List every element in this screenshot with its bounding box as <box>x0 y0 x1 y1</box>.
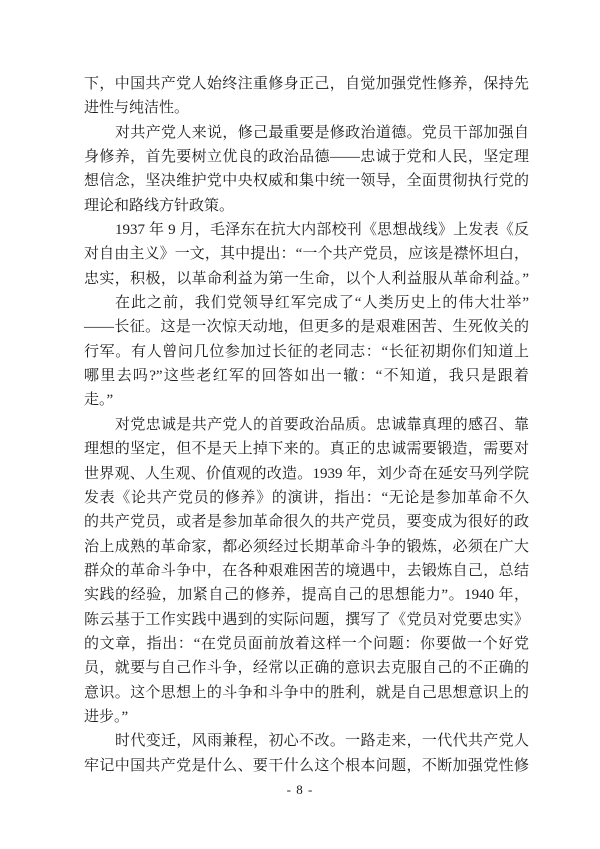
text-line: 在此之前，我们党领导红军完成了“人类历史上的伟大壮举” <box>115 295 529 312</box>
text-line: 忠实，积极，以革命利益为第一生命，以个人利益服从革命利益。” <box>84 270 529 287</box>
text-line: 进性与纯洁性。 <box>84 100 190 117</box>
text-line: 走。” <box>84 392 114 409</box>
text-line: 员，就要与自己作斗争，经常以正确的意识去克服自己的不正确的 <box>84 660 529 677</box>
text-line: 时代变迁，风雨兼程，初心不改。一路走来，一代代共产党人 <box>115 733 529 750</box>
text-line: 行军。有人曾问几位参加过长征的老同志：“长征初期你们知道上 <box>84 343 529 360</box>
text-line: 对共产党人来说，修己最重要是修政治道德。党员干部加强自 <box>115 124 529 141</box>
text-line: 进步。” <box>84 708 129 725</box>
text-line: 发表《论共产党员的修养》的演讲，指出：“无论是参加革命不久 <box>84 489 529 506</box>
text-line: 对党忠诚是共产党人的首要政治品质。忠诚靠真理的感召、靠 <box>115 416 529 433</box>
text-line: 牢记中国共产党是什么、要干什么这个根本问题，不断加强党性修 <box>84 757 529 774</box>
text-line: 的共产党员，或者是参加革命很久的共产党员，要变成为很好的政 <box>84 514 529 531</box>
text-line: 哪里去吗?”这些老红军的回答如出一辙：“不知道，我只是跟着 <box>84 368 529 385</box>
text-line: 世界观、人生观、价值观的改造。1939 年，刘少奇在延安马列学院 <box>84 465 529 482</box>
document-body <box>84 72 529 778</box>
text-line: 意识。这个思想上的斗争和斗争中的胜利，就是自己思想意识上的 <box>84 684 529 701</box>
text-line: 理论和路线方针政策。 <box>84 197 235 214</box>
text-line: 实践的经验，加紧自己的修养，提高自己的思想能力”。1940 年， <box>84 587 529 604</box>
text-line: 理想的坚定，但不是天上掉下来的。真正的忠诚需要锻造，需要对 <box>84 441 529 458</box>
text-line: 对自由主义》一文，其中提出：“一个共产党员，应该是襟怀坦白， <box>84 246 529 263</box>
text-line: 1937 年 9 月，毛泽东在抗大内部校刊《思想战线》上发表《反 <box>115 222 529 239</box>
text-line: 下，中国共产党人始终注重修身正己，自觉加强党性修养，保持先 <box>84 76 529 92</box>
text-line: 的文章，指出：“在党员面前放着这样一个问题：你要做一个好党 <box>84 635 529 652</box>
text-line: 想信念，坚决维护党中央权威和集中统一领导，全面贯彻执行党的 <box>84 173 529 190</box>
text-line: 治上成熟的革命家，都必须经过长期革命斗争的锻炼，必须在广大 <box>84 538 529 555</box>
page-number: - 8 - <box>286 782 314 797</box>
text-line: 群众的革命斗争中，在各种艰难困苦的境遇中，去锻炼自己，总结 <box>84 562 529 579</box>
text-line: 身修养，首先要树立优良的政治品德——忠诚于党和人民，坚定理 <box>84 149 529 166</box>
text-line: 陈云基于工作实践中遇到的实际问题，撰写了《党员对党要忠实》 <box>84 611 529 628</box>
text-line: ——长征。这是一次惊天动地，但更多的是艰难困苦、生死攸关的 <box>84 319 529 336</box>
